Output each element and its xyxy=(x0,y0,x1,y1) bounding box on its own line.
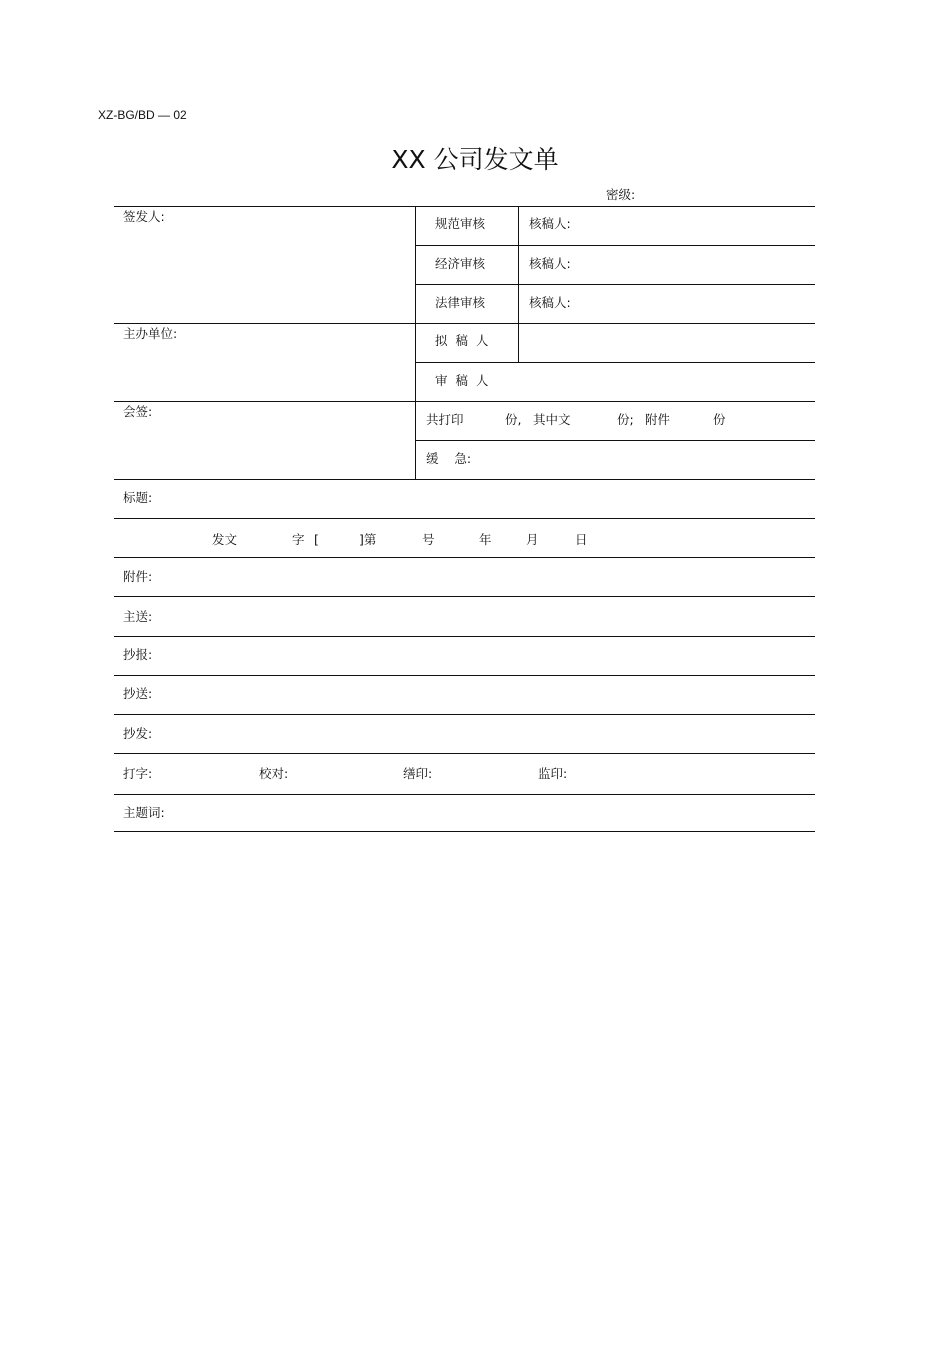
dispatch-form xyxy=(114,206,815,833)
supervise-label: 监印: xyxy=(538,766,568,781)
review-type-legal: 法律审核 xyxy=(435,295,486,310)
rule-review-1 xyxy=(415,245,815,246)
rule-copies-bottom xyxy=(415,440,815,441)
divider-review-column xyxy=(518,206,519,362)
rule-attachment-bottom xyxy=(114,596,815,597)
divider-left-column xyxy=(415,206,416,479)
doc-number-number: 号 xyxy=(422,532,435,547)
drafter-label: 拟 稿 人 xyxy=(435,333,489,348)
rule-countersign-bottom xyxy=(114,479,815,480)
reviewer-label-legal: 核稿人: xyxy=(529,295,571,310)
send-to-label: 主送: xyxy=(123,609,153,624)
rule-drafter-bottom xyxy=(415,362,815,363)
rule-review-2 xyxy=(415,284,815,285)
print-main-text-label: 其中文 xyxy=(533,412,571,427)
rule-signer-bottom xyxy=(114,323,815,324)
print-seal-label: 缮印: xyxy=(403,766,433,781)
signer-label: 签发人: xyxy=(123,209,165,224)
doc-number-issue: 发文 xyxy=(212,532,238,547)
doc-number-close: ]第 xyxy=(359,532,377,547)
review-type-standard: 规范审核 xyxy=(435,216,486,231)
rule-number-bottom xyxy=(114,557,815,558)
doc-number-month: 月 xyxy=(526,532,539,547)
print-unit-2: 份; xyxy=(617,412,634,427)
subject-label: 标题: xyxy=(123,490,153,505)
attachment-label: 附件: xyxy=(123,569,153,584)
doc-code: XZ-BG/BD — 02 xyxy=(98,108,187,122)
rule-distribute-bottom xyxy=(114,753,815,754)
reviewer-label-economic: 核稿人: xyxy=(529,256,571,271)
doc-number-day: 日 xyxy=(575,532,588,547)
print-attachment-label: 附件 xyxy=(645,412,671,427)
urgency-label: 缓 急: xyxy=(426,451,472,466)
print-unit-3: 份 xyxy=(713,412,726,427)
rule-report-bottom xyxy=(114,675,815,676)
proofread-label: 校对: xyxy=(259,766,289,781)
reviewer-label-standard: 核稿人: xyxy=(529,216,571,231)
distribute-label: 抄发: xyxy=(123,726,153,741)
countersign-label: 会签: xyxy=(123,404,153,419)
copy-to-label: 抄送: xyxy=(123,686,153,701)
review-type-economic: 经济审核 xyxy=(435,256,486,271)
rule-bottom xyxy=(114,831,815,832)
rule-typing-bottom xyxy=(114,794,815,795)
rule-copy-bottom xyxy=(114,714,815,715)
rule-host-bottom xyxy=(114,401,815,402)
page-title: XX 公司发文单 xyxy=(391,145,559,174)
auditor-label: 审 稿 人 xyxy=(435,373,489,388)
rule-subject-bottom xyxy=(114,518,815,519)
print-total-label: 共打印 xyxy=(426,412,464,427)
doc-number-year: 年 xyxy=(479,532,492,547)
doc-number-char: 字 xyxy=(292,532,305,547)
report-to-label: 抄报: xyxy=(123,647,153,662)
print-unit-1: 份, xyxy=(505,412,522,427)
secret-level-label: 密级: xyxy=(606,187,636,202)
doc-number-open-bracket: [ xyxy=(314,532,319,547)
host-unit-label: 主办单位: xyxy=(123,326,178,341)
rule-top xyxy=(114,206,815,207)
keywords-label: 主题词: xyxy=(123,805,165,820)
rule-sendto-bottom xyxy=(114,636,815,637)
typing-label: 打字: xyxy=(123,766,153,781)
